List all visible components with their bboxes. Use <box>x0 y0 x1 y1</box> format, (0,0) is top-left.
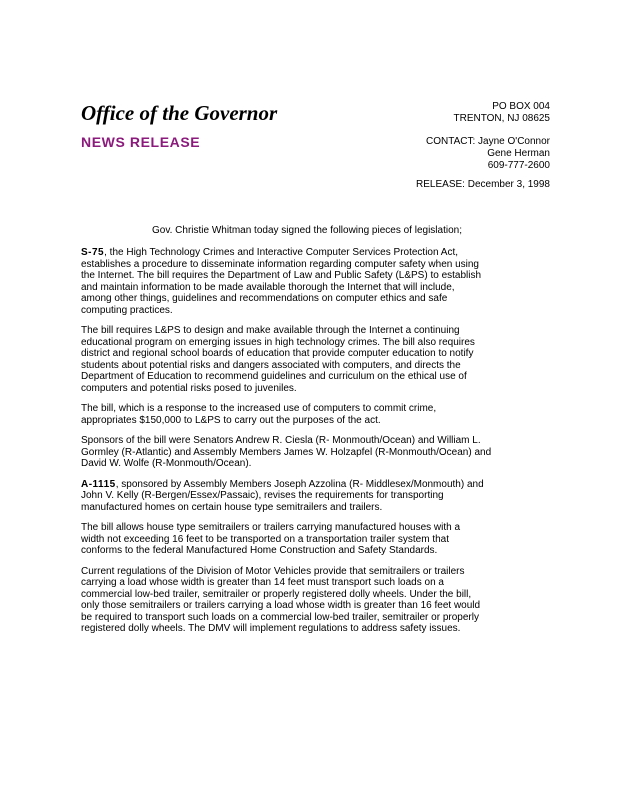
text-line-rest: , the High Technology Crimes and Interactive Computer Services Protection Act, <box>104 247 458 258</box>
address-line: PO BOX 004 <box>492 101 550 112</box>
paragraph-appropriation <box>81 403 542 426</box>
text-line <box>81 479 542 491</box>
bill-number: A-1115 <box>81 478 116 490</box>
text-line: conforms to the federal Manufactured Home Construction and Safety Standards. <box>81 545 438 556</box>
contact-line: CONTACT: Jayne O'Connor <box>426 136 550 147</box>
text-line: The bill, which is a response to the increased use of computers to commit crime, <box>81 403 437 414</box>
text-line: John V. Kelly (R-Bergen/Essex/Passaic), revises the requirements for transporting <box>81 490 444 501</box>
text-line: carrying a load whose width is greater than 14 feet must transport such loads on a <box>81 577 444 588</box>
text-line: Gormley (R-Atlantic) and Assembly Members James W. Holzapfel (R-Monmouth/Ocean) and <box>81 446 492 458</box>
text-line: The bill requires L&PS to design and make available through the Internet a continuing <box>81 325 460 336</box>
lead-sentence: Gov. Christie Whitman today signed the following pieces of legislation; <box>152 225 462 236</box>
text-line: and maintain information to be made available thorough the Internet that will include, <box>81 281 455 293</box>
text-line: district and regional school boards of education that provide computer education to notify <box>81 348 474 359</box>
contact-line: 609-777-2600 <box>487 159 550 171</box>
text-line: Department of Education to recommend guidelines and curriculum on the ethical use of <box>81 371 467 382</box>
text-line-rest: , sponsored by Assembly Members Joseph Azzolina (R- Middlesex/Monmouth) and <box>115 478 484 490</box>
paragraph-a1115 <box>81 479 542 514</box>
press-release-body <box>81 247 542 644</box>
news-release-heading: NEWS RELEASE <box>81 134 201 150</box>
address-line: TRENTON, NJ 08625 <box>453 112 550 124</box>
mailing-address <box>453 101 550 124</box>
contact-block <box>426 136 550 171</box>
text-line: be required to transport such loads on a commercial low-bed trailer, semitrailer or properly <box>81 611 479 623</box>
text-line: only those semitrailers or trailers carrying a load whose width is greater than 16 feet would <box>81 600 481 611</box>
paragraph-education <box>81 325 542 394</box>
release-date: RELEASE: December 3, 1998 <box>416 179 550 190</box>
text-line: educational program on emerging issues in high technology crimes. The bill also requires <box>81 336 475 348</box>
paragraph-dmv-regulations <box>81 566 542 635</box>
text-line: David W. Wolfe (R-Monmouth/Ocean). <box>81 458 252 469</box>
text-line: appropriates $150,000 to L&PS to carry out the purposes of the act. <box>81 414 381 426</box>
text-line: Current regulations of the Division of Motor Vehicles provide that semitrailers or trailers <box>81 565 465 577</box>
office-title: Office of the Governor <box>81 101 278 125</box>
text-line <box>81 247 542 259</box>
paragraph-sponsors <box>81 435 542 470</box>
text-line: The bill allows house type semitrailers or trailers carrying manufactured houses with a <box>81 522 461 533</box>
text-line: among other things, guidelines and recommendations on computer ethics and safe <box>81 293 448 304</box>
text-line: the Internet. The bill requires the Department of Law and Public Safety (L&PS) to establish <box>81 270 482 281</box>
text-line: commercial low-bed trailer, semitrailer or properly registered dolly wheels. Under the bill, <box>81 588 472 600</box>
text-line: computers and potential risks posed to juveniles. <box>81 382 297 394</box>
text-line: Sponsors of the bill were Senators Andrew R. Ciesla (R- Monmouth/Ocean) and William L. <box>81 435 481 446</box>
text-line: registered dolly wheels. The DMV will implement regulations to address safety issues. <box>81 623 461 634</box>
text-line: manufactured homes on certain house type semitrailers and trailers. <box>81 501 383 513</box>
bill-number: S-75 <box>81 247 105 258</box>
text-line: establishes a procedure to disseminate information regarding computer safety when using <box>81 258 479 270</box>
text-line: width not exceeding 16 feet to be transported on a transportation trailer system that <box>81 533 449 545</box>
paragraph-trailer-width <box>81 522 542 557</box>
text-line: computing practices. <box>81 304 173 316</box>
contact-line: Gene Herman <box>487 147 550 159</box>
paragraph-s75 <box>81 247 542 316</box>
text-line: students about potential risks and dangers associated with computers, and directs the <box>81 359 461 371</box>
